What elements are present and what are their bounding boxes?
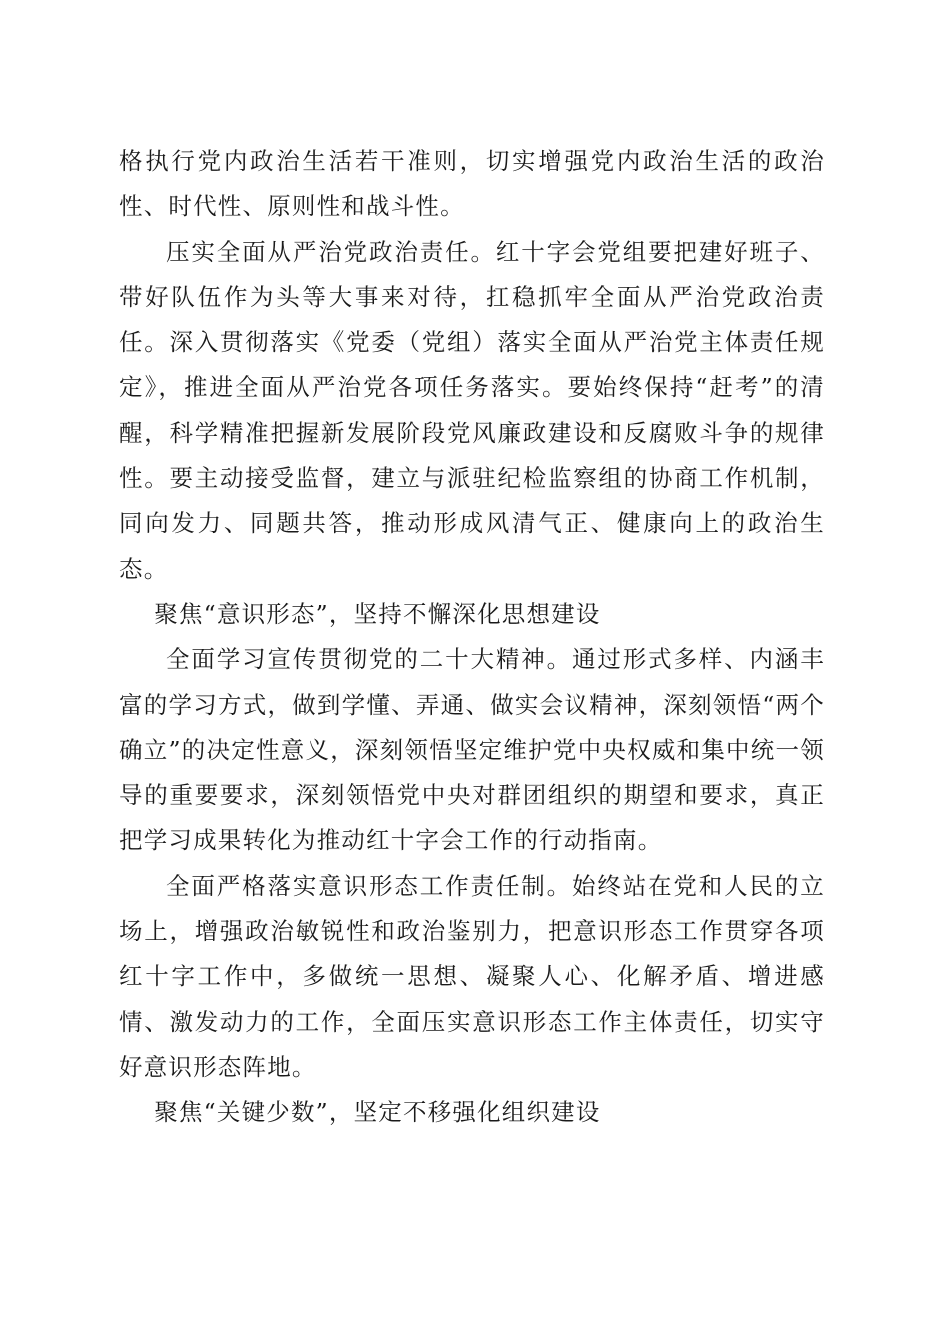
paragraph-party-responsibility: 压实全面从严治党政治责任。红十字会党组要把建好班子、带好队伍作为头等大事来对待，扛稳抓牢全面从严治党政治责任。深入贯彻落实《党委（党组）落实全面从严治党主体责任规定》，推进全面从严治党各项任务落实。要始终保持“赶考”的清醒，科学精准把握新发展阶段党风廉政建设和反腐败斗争的规律性。要主动接受监督，建立与派驻纪检监察组的协商工作机制，同向发力、同题共答，推动形成风清气正、健康向上的政治生态。 (119, 237, 825, 583)
section-heading-ideology: 聚焦“意识形态”，坚持不懈深化思想建设 (154, 599, 601, 628)
paragraph-continuation: 格执行党内政治生活若干准则，切实增强党内政治生活的政治性、时代性、原则性和战斗性。 (119, 147, 825, 221)
paragraph-study-congress: 全面学习宣传贯彻党的二十大精神。通过形式多样、内涵丰富的学习方式，做到学懂、弄通、做实会议精神，深刻领悟“两个确立”的决定性意义，深刻领悟坚定维护党中央权威和集中统一领导的重要要求，深刻领悟党中央对群团组织的期望和要求，真正把学习成果转化为推动红十字会工作的行动指南。 (119, 645, 825, 855)
document-body (119, 139, 825, 1136)
section-heading-organization: 聚焦“关键少数”，坚定不移强化组织建设 (154, 1098, 601, 1127)
paragraph-ideology-responsibility: 全面严格落实意识形态工作责任制。始终站在党和人民的立场上，增强政治敏锐性和政治鉴别力，把意识形态工作贯穿各项红十字工作中，多做统一思想、凝聚人心、化解矛盾、增进感情、激发动力的工作，全面压实意识形态工作主体责任，切实守好意识形态阵地。 (119, 871, 825, 1081)
